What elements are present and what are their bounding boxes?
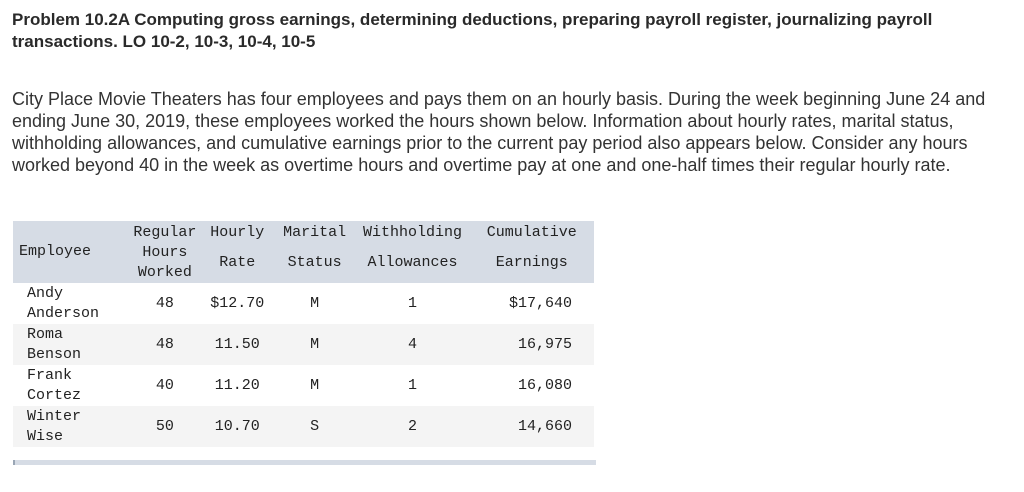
allowances-cell: 2 bbox=[408, 417, 418, 435]
table-bottom-scrollbar[interactable] bbox=[13, 460, 596, 465]
allowances-cell: 1 bbox=[408, 376, 418, 394]
table-header-row bbox=[13, 221, 594, 283]
employee-name-cell bbox=[13, 365, 129, 406]
employee-last-name: Benson bbox=[27, 345, 82, 363]
rate-cell: 11.20 bbox=[214, 376, 260, 394]
header-rate-line1: Hourly bbox=[210, 224, 265, 241]
employee-first-name: Roma bbox=[27, 325, 64, 343]
rate-cell: 10.70 bbox=[214, 417, 260, 435]
employee-name-cell bbox=[13, 283, 129, 324]
hours-cell: 40 bbox=[155, 376, 174, 394]
rate-cell: $12.70 bbox=[210, 294, 265, 312]
employee-name-cell bbox=[13, 406, 129, 447]
employee-table-container bbox=[13, 221, 594, 447]
table-row bbox=[13, 324, 594, 365]
employee-last-name: Anderson bbox=[27, 304, 100, 322]
header-status bbox=[274, 221, 356, 283]
employee-name-cell bbox=[13, 324, 129, 365]
hours-cell: 48 bbox=[155, 294, 174, 312]
cumulative-cell: 16,975 bbox=[517, 335, 572, 353]
cumulative-cell: 16,080 bbox=[517, 376, 572, 394]
header-hours-line1: Regular bbox=[133, 224, 197, 241]
header-hours bbox=[129, 221, 200, 283]
header-rate-line2: Rate bbox=[219, 254, 256, 271]
problem-title: Problem 10.2A Computing gross earnings, determining deductions, preparing payroll register, journalizing payroll transactions. LO 10-2, 10-3, 10-4, 10-5 bbox=[12, 10, 933, 51]
header-hours-line3: Worked bbox=[137, 264, 192, 281]
table-row bbox=[13, 406, 594, 447]
header-cumulative-line2: Earnings bbox=[495, 254, 568, 271]
status-cell: M bbox=[310, 294, 320, 312]
status-cell: M bbox=[310, 376, 320, 394]
employee-first-name: Winter bbox=[27, 407, 82, 425]
employee-last-name: Wise bbox=[27, 427, 64, 445]
header-employee-label: Employee bbox=[19, 243, 92, 260]
cumulative-cell: 14,660 bbox=[517, 417, 572, 435]
employee-table bbox=[13, 221, 594, 447]
employee-first-name: Andy bbox=[27, 284, 64, 302]
allowances-cell: 4 bbox=[408, 335, 418, 353]
header-employee bbox=[13, 221, 129, 283]
header-allowances-line1: Withholding bbox=[363, 224, 463, 241]
problem-description: City Place Movie Theaters has four employees and pays them on an hourly basis. During the week beginning June 24 and ending June 30, 2019, these employees worked the hours shown below. Information about hourly rates, marital status, withholding allowances, and cumulative earnings prior to the current pay period also appears below. Consider any hours worked beyond 40 in the week as overtime hours and overtime pay at one and one-half times their regular hourly rate. bbox=[12, 89, 986, 175]
header-cumulative bbox=[470, 221, 594, 283]
header-status-line2: Status bbox=[287, 254, 342, 271]
header-status-line1: Marital bbox=[283, 224, 347, 241]
header-cumulative-line1: Cumulative bbox=[486, 224, 577, 241]
header-rate bbox=[201, 221, 274, 283]
header-allowances-line2: Allowances bbox=[367, 254, 458, 271]
employee-first-name: Frank bbox=[27, 366, 73, 384]
status-cell: S bbox=[310, 417, 320, 435]
status-cell: M bbox=[310, 335, 320, 353]
header-hours-line2: Hours bbox=[142, 244, 188, 261]
table-row bbox=[13, 365, 594, 406]
hours-cell: 50 bbox=[155, 417, 174, 435]
employee-last-name: Cortez bbox=[27, 386, 82, 404]
header-allowances bbox=[355, 221, 469, 283]
allowances-cell: 1 bbox=[408, 294, 418, 312]
rate-cell: 11.50 bbox=[214, 335, 260, 353]
hours-cell: 48 bbox=[155, 335, 174, 353]
table-row bbox=[13, 283, 594, 324]
cumulative-cell: $17,640 bbox=[508, 294, 572, 312]
